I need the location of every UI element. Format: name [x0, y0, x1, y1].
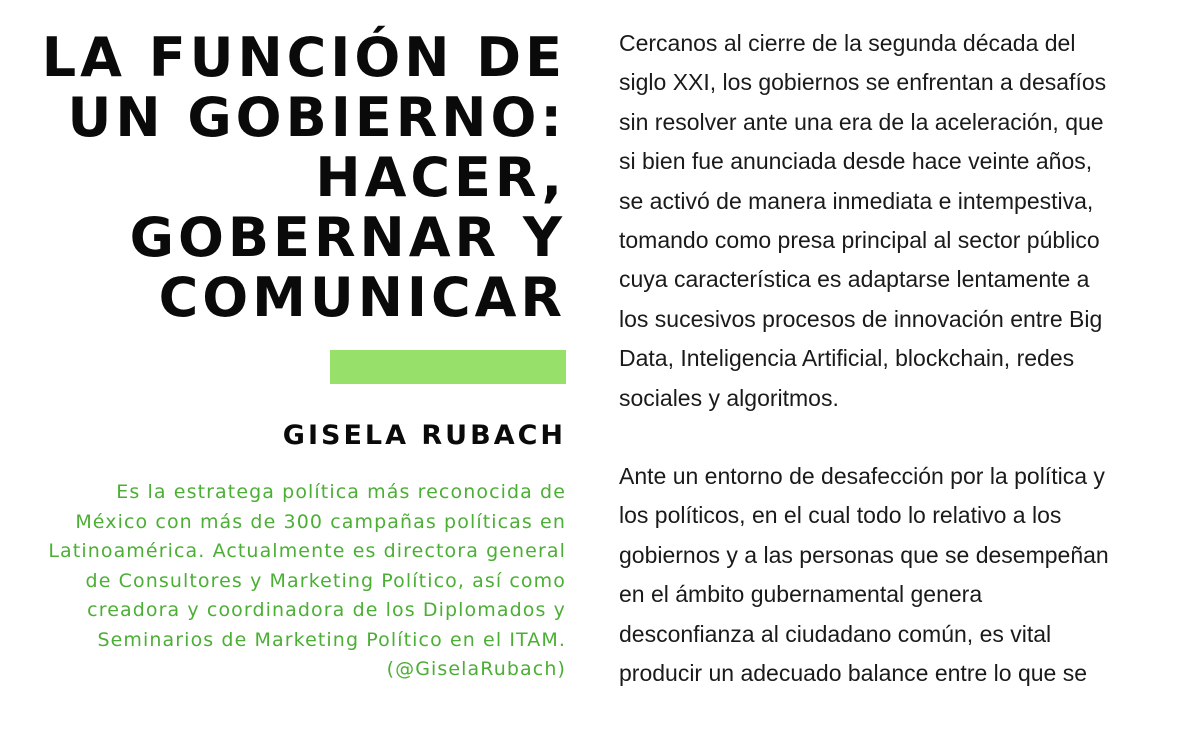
article-title [0, 28, 566, 328]
paragraph-line: producir un adecuado balance entre lo que se [619, 660, 1088, 687]
paragraph-line: desconfianza al ciudadano común, es vital [619, 620, 1052, 647]
paragraph-line: se activó de manera inmediata e intempestiva, [619, 187, 1094, 214]
bio-line: de Consultores y Marketing Político, así como [85, 569, 566, 592]
paragraph-line: cuya característica es adaptarse lentamente a [619, 266, 1090, 293]
paragraph-line: Data, Inteligencia Artificial, blockchain, redes [619, 345, 1075, 372]
title-line: LA FUNCIÓN DE [41, 26, 566, 89]
paragraph-line: Cercanos al cierre de la segunda década del [619, 30, 1076, 56]
paragraph-line: los políticos, en el cual todo lo relativo a los [619, 502, 1062, 529]
paragraph-line: los sucesivos procesos de innovación entre Big [619, 305, 1103, 332]
article-paragraph-2 [619, 457, 1179, 693]
paragraph-line: tomando como presa principal al sector público [619, 227, 1100, 254]
bio-line: creadora y coordinadora de los Diplomados y [87, 599, 566, 621]
bio-line: México con más de 300 campañas políticas en [75, 510, 566, 533]
accent-bar [330, 350, 566, 384]
author-name: GISELA RUBACH [282, 420, 566, 451]
paragraph-line: si bien fue anunciada desde hace veinte años, [619, 148, 1093, 175]
paragraph-line: gobiernos y a las personas que se desempeñan [619, 541, 1109, 568]
article-body [619, 24, 1179, 733]
author-bio [0, 478, 566, 685]
paragraph-line: en el ámbito gubernamental genera [619, 581, 983, 608]
bio-line: Es la estratega política más reconocida de [116, 481, 566, 503]
paragraph-line: sociales y algoritmos. [619, 384, 839, 411]
paragraph-line: Ante un entorno de desafección por la política y [619, 463, 1105, 490]
paragraph-line: siglo XXI, los gobiernos se enfrentan a desafíos [619, 69, 1107, 96]
title-line: HACER, [315, 146, 566, 209]
author-handle: (@GiselaRubach) [386, 658, 566, 680]
article-paragraph-1 [619, 24, 1179, 418]
bio-line: Seminarios de Marketing Político en el ITAM. [97, 628, 566, 651]
title-line: UN GOBIERNO: [67, 86, 566, 149]
bio-line: Latinoamérica. Actualmente es directora general [48, 540, 566, 562]
title-line: COMUNICAR [158, 266, 566, 329]
left-column [0, 0, 566, 691]
paragraph-line: sin resolver ante una era de la aceleración, que [619, 108, 1104, 135]
title-line: GOBERNAR Y [129, 206, 566, 269]
